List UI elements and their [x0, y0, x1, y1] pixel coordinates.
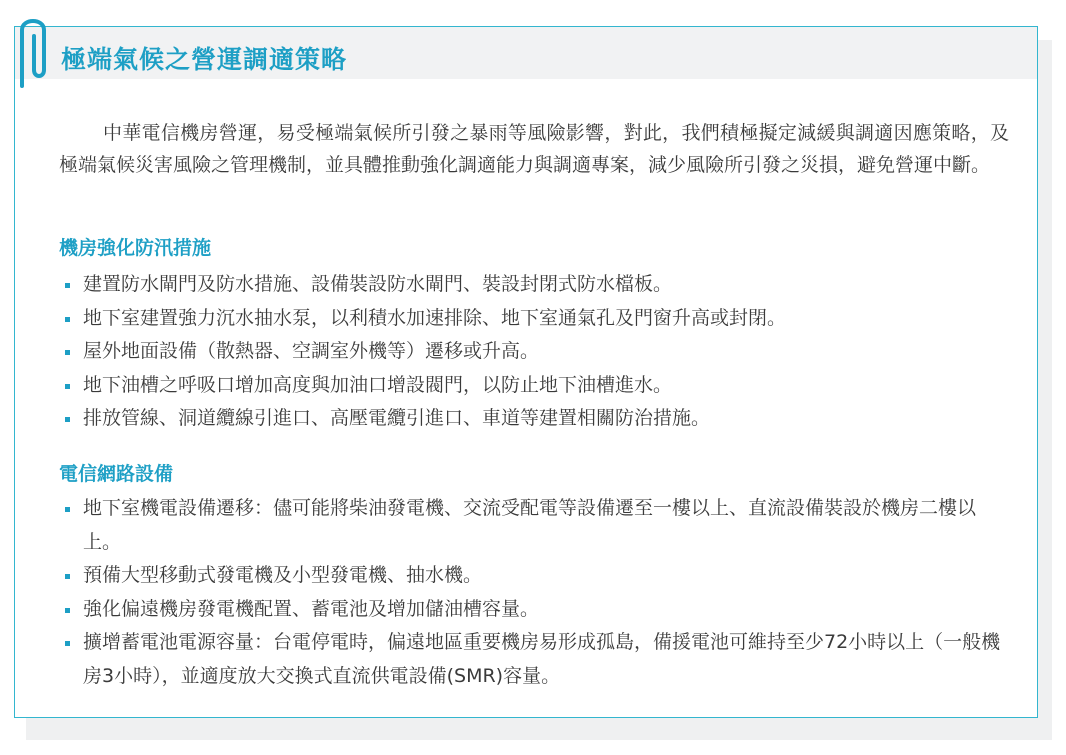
- list-item: 建置防水閘門及防水措施、設備裝設防水閘門、裝設封閉式防水檔板。: [59, 268, 1009, 302]
- square-bullet-icon: [65, 608, 70, 613]
- square-bullet-icon: [65, 283, 70, 288]
- square-bullet-icon: [65, 574, 70, 579]
- list-item: 屋外地面設備（散熱器、空調室外機等）遷移或升高。: [59, 335, 1009, 369]
- square-bullet-icon: [65, 350, 70, 355]
- section-heading-flood-prevention: 機房強化防汛措施: [59, 237, 212, 259]
- flood-prevention-list: [59, 268, 1009, 436]
- section-heading-telecom-network: 電信網路設備: [59, 463, 174, 485]
- square-bullet-icon: [65, 317, 70, 322]
- paperclip-icon: [12, 8, 54, 92]
- list-item: 地下室機電設備遷移：儘可能將柴油發電機、交流受配電等設備遷至一樓以上、直流設備裝設於機房二樓以上。: [59, 492, 1009, 559]
- telecom-network-list: [59, 492, 1009, 693]
- strategy-card: [14, 26, 1038, 718]
- intro-paragraph: 中華電信機房營運，易受極端氣候所引發之暴雨等風險影響，對此，我們積極擬定減緩與調適因應策略，及極端氣候災害風險之管理機制，並具體推動強化調適能力與調適專案，減少風險所引發之災損，避免營運中斷。: [59, 122, 1009, 176]
- list-item: 地下室建置強力沉水抽水泵，以利積水加速排除、地下室通氣孔及門窗升高或封閉。: [59, 302, 1009, 336]
- square-bullet-icon: [65, 384, 70, 389]
- page-title: 極端氣候之營運調適策略: [61, 45, 348, 74]
- square-bullet-icon: [65, 417, 70, 422]
- square-bullet-icon: [65, 641, 70, 646]
- list-item: 擴增蓄電池電源容量：台電停電時，偏遠地區重要機房易形成孤島，備援電池可維持至少72小時以上（一般機房3小時），並適度放大交換式直流供電設備(SMR)容量。: [59, 626, 1009, 693]
- list-item: 強化偏遠機房發電機配置、蓄電池及增加儲油槽容量。: [59, 593, 1009, 627]
- list-item: 地下油槽之呼吸口增加高度與加油口增設閥門，以防止地下油槽進水。: [59, 369, 1009, 403]
- list-item: 排放管線、洞道纜線引進口、高壓電纜引進口、車道等建置相關防治措施。: [59, 402, 1009, 436]
- list-item: 預備大型移動式發電機及小型發電機、抽水機。: [59, 559, 1009, 593]
- square-bullet-icon: [65, 507, 70, 512]
